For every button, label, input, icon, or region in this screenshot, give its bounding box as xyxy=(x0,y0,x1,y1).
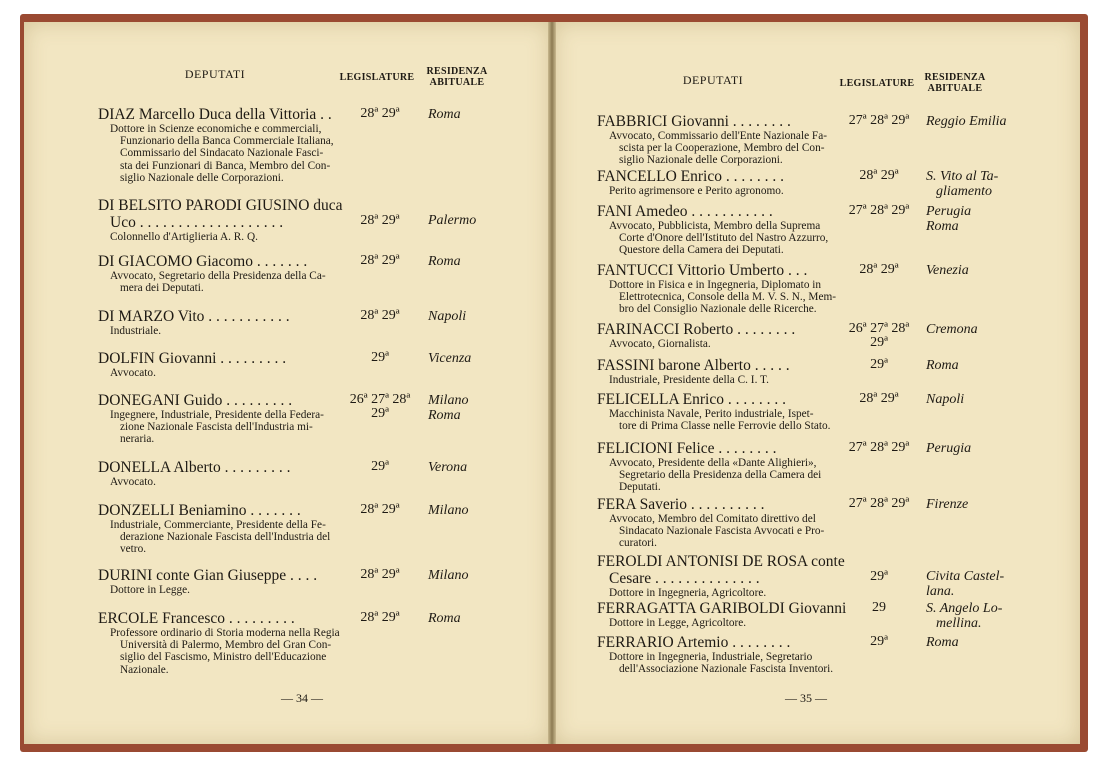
residence-value: Milano xyxy=(428,568,469,583)
description-line: Segretario della Presidenza della Camera dei xyxy=(619,469,822,482)
deputy-description xyxy=(609,374,837,386)
description-line: Avvocato, Giornalista. xyxy=(609,338,711,350)
book-gutter xyxy=(548,22,556,744)
legislature-value: 26ª 27ª 28ª xyxy=(848,321,910,336)
deputy-entry xyxy=(98,350,338,379)
legislature-value: 28ª 29ª xyxy=(360,502,400,517)
description-line: Colonnello d'Artiglieria A. R. Q. xyxy=(110,231,258,243)
deputy-description xyxy=(609,130,837,167)
deputy-description xyxy=(609,457,837,494)
deputy-entry xyxy=(597,634,837,675)
deputy-description xyxy=(609,408,837,432)
residence-value: Napoli xyxy=(428,309,467,324)
residence-value: Perugia xyxy=(926,441,972,456)
deputy-name: DI BELSITO PARODI GIUSINO duca xyxy=(98,197,343,214)
deputy-entry xyxy=(597,113,837,167)
description-line: tore di Prima Classe nelle Ferrovie dello Stato. xyxy=(619,420,831,433)
deputy-entry xyxy=(98,197,343,243)
legislature-value: 28ª 29ª xyxy=(859,168,899,183)
deputy-description xyxy=(110,409,338,446)
residence-value: Milano xyxy=(428,393,469,408)
residence-value: Roma xyxy=(926,358,959,373)
legislature-value: 29ª xyxy=(371,350,389,365)
residence-value-cont: lana. xyxy=(926,584,955,599)
legislature-value: 28ª 29ª xyxy=(360,253,400,268)
legislature-value: 27ª 28ª 29ª xyxy=(848,440,910,455)
description-line: Professore ordinario di Storia moderna nella Regia xyxy=(110,627,340,639)
deputy-entry xyxy=(597,553,845,599)
deputy-description xyxy=(609,513,837,550)
legislature-value: 29ª xyxy=(371,459,389,474)
residence-value: Verona xyxy=(428,460,468,475)
description-line: bro del Consiglio Nazionale delle Ricerche. xyxy=(619,303,817,316)
legislature-value: 28ª 29ª xyxy=(360,213,400,228)
description-line: zione Nazionale Fascista dell'Industria mi- xyxy=(120,421,313,434)
deputy-entry xyxy=(98,502,338,556)
deputy-entry xyxy=(98,106,338,184)
description-line: Funzionario della Banca Commerciale Italiana, xyxy=(120,135,334,148)
deputy-name: DOLFIN Giovanni . . . . . . . . . xyxy=(98,350,287,367)
residence-value: Perugia xyxy=(926,204,972,219)
header-deputati-right: DEPUTATI xyxy=(682,73,744,87)
header-residenza-line2: ABITUALE xyxy=(429,77,485,88)
deputy-description xyxy=(110,123,338,184)
description-line: siglio Nazionale delle Corporazioni. xyxy=(619,154,783,167)
residence-value: Cremona xyxy=(926,322,978,337)
deputy-name: DI MARZO Vito . . . . . . . . . . . xyxy=(98,308,290,325)
deputy-name: DONZELLI Beniamino . . . . . . . xyxy=(98,502,301,519)
deputy-description xyxy=(609,279,837,316)
deputy-name: FABBRICI Giovanni . . . . . . . . xyxy=(597,113,791,130)
legislature-value: 29ª xyxy=(870,634,888,649)
header-residenza-right xyxy=(916,72,994,94)
deputy-name: DONELLA Alberto . . . . . . . . . xyxy=(98,459,291,476)
deputy-name: ERCOLE Francesco . . . . . . . . . xyxy=(98,610,295,627)
description-line: Dottore in Fisica e in Ingegneria, Diplomato in xyxy=(609,279,822,291)
deputy-entry xyxy=(98,308,338,337)
deputy-entry xyxy=(98,253,338,294)
legislature-value: 28ª 29ª xyxy=(859,391,899,406)
residence-value: Milano xyxy=(428,503,469,518)
description-line: Industriale, Commerciante, Presidente della Fe- xyxy=(110,519,326,531)
deputy-name: FANI Amedeo . . . . . . . . . . . xyxy=(597,203,773,220)
legislature-value: 29ª xyxy=(870,569,888,584)
residence-value: Roma xyxy=(428,107,461,122)
deputy-entry xyxy=(597,600,847,629)
description-line: sta dei Funzionari di Banca, Membro del Con- xyxy=(120,159,331,172)
page-number-right: — 35 — xyxy=(785,691,827,705)
deputy-description xyxy=(110,325,338,337)
deputy-name-cont: Uco . . . . . . . . . . . . . . . . . . . xyxy=(110,214,284,231)
residence-value: S. Vito al Ta- xyxy=(926,169,999,184)
description-line: Elettrotecnica, Console della M. V. S. N., Mem- xyxy=(619,291,837,304)
deputy-entry xyxy=(98,392,338,446)
deputy-description xyxy=(609,617,837,629)
description-line: curatori. xyxy=(619,537,657,550)
description-line: Macchinista Navale, Perito industriale, Ispet- xyxy=(609,408,814,420)
description-line: Dottore in Ingegneria, Agricoltore. xyxy=(609,587,767,599)
residence-value: Napoli xyxy=(926,392,965,407)
deputy-description xyxy=(609,651,837,675)
legislature-value-cont: 29ª xyxy=(371,406,389,421)
deputy-entry xyxy=(597,203,837,257)
residence-value: Reggio Emilia xyxy=(926,114,1007,129)
deputy-name: FERA Saverio . . . . . . . . . . xyxy=(597,496,765,513)
residence-value: Roma xyxy=(428,254,461,269)
deputy-entry xyxy=(98,567,338,596)
description-line: Commissario del Sindacato Nazionale Fasci- xyxy=(120,147,324,160)
residence-value: Civita Castel- xyxy=(926,569,1005,584)
residence-value: Roma xyxy=(428,611,461,626)
legislature-value: 28ª 29ª xyxy=(360,106,400,121)
description-line: vetro. xyxy=(120,543,147,556)
description-line: Corte d'Onore dell'Istituto del Nastro Azzurro, xyxy=(619,232,829,245)
deputy-name: FANCELLO Enrico . . . . . . . . xyxy=(597,168,784,185)
deputy-name-cont: Cesare . . . . . . . . . . . . . . xyxy=(609,570,760,587)
deputy-description xyxy=(110,519,338,556)
description-line: Deputati. xyxy=(619,481,661,494)
description-line: Dottore in Scienze economiche e commerciali, xyxy=(110,123,322,135)
description-line: Perito agrimensore e Perito agronomo. xyxy=(609,185,784,197)
deputy-name: FEROLDI ANTONISI DE ROSA conte xyxy=(597,553,845,570)
description-line: Questore della Camera dei Deputati. xyxy=(619,244,784,257)
residence-value-cont: Roma xyxy=(926,219,959,234)
deputy-entry xyxy=(597,321,837,350)
header-residenza-line2: ABITUALE xyxy=(927,83,983,94)
residence-value-cont: gliamento xyxy=(936,184,992,199)
description-line: Avvocato, Commissario dell'Ente Nazionale Fa- xyxy=(609,130,827,142)
residence-value: Firenze xyxy=(926,497,969,512)
description-line: Avvocato. xyxy=(110,367,156,379)
deputy-name: FERRAGATTA GARIBOLDI Giovanni xyxy=(597,600,847,617)
description-line: Dottore in Ingegneria, Industriale, Segretario xyxy=(609,651,813,663)
residence-value: Venezia xyxy=(926,263,969,278)
deputy-description xyxy=(110,270,338,294)
deputy-entry xyxy=(597,440,837,494)
legislature-value: 27ª 28ª 29ª xyxy=(848,113,910,128)
description-line: siglio del Fascismo, Ministro dell'Educazione xyxy=(120,651,327,664)
header-residenza-line1: RESIDENZA xyxy=(924,72,986,83)
deputy-name: DONEGANI Guido . . . . . . . . . xyxy=(98,392,293,409)
header-residenza-left xyxy=(418,66,496,88)
legislature-value: 27ª 28ª 29ª xyxy=(848,496,910,511)
deputy-description xyxy=(110,231,338,243)
deputy-entry xyxy=(98,459,338,488)
header-residenza-line1: RESIDENZA xyxy=(426,66,488,77)
legislature-value: 28ª 29ª xyxy=(859,262,899,277)
deputy-name: FARINACCI Roberto . . . . . . . . xyxy=(597,321,796,338)
deputy-description xyxy=(609,185,837,197)
description-line: Avvocato, Membro del Comitato direttivo del xyxy=(609,513,816,525)
description-line: Università di Palermo, Membro del Gran Con- xyxy=(120,639,332,652)
description-line: scista per la Cooperazione, Membro del Con- xyxy=(619,142,825,155)
deputy-description xyxy=(110,627,338,676)
description-line: Avvocato, Pubblicista, Membro della Suprema xyxy=(609,220,821,232)
deputy-description xyxy=(609,220,837,257)
header-legislature-left: LEGISLATURE xyxy=(339,72,415,83)
deputy-entry xyxy=(597,357,837,386)
deputy-entry xyxy=(98,610,338,676)
legislature-value: 28ª 29ª xyxy=(360,610,400,625)
description-line: Nazionale. xyxy=(120,663,169,676)
residence-value: S. Angelo Lo- xyxy=(926,601,1003,616)
legislature-value: 29ª xyxy=(870,357,888,372)
description-line: neraria. xyxy=(120,433,155,446)
deputy-entry xyxy=(597,168,837,197)
description-line: siglio Nazionale delle Corporazioni. xyxy=(120,171,284,184)
deputy-name: FERRARIO Artemio . . . . . . . . xyxy=(597,634,791,651)
residence-value-cont: mellina. xyxy=(936,616,982,631)
deputy-description xyxy=(110,367,338,379)
deputy-entry xyxy=(597,496,837,550)
deputy-entry xyxy=(597,262,837,316)
description-line: derazione Nazionale Fascista dell'Industria del xyxy=(120,531,331,544)
page-number-left: — 34 — xyxy=(281,691,323,705)
deputy-entry xyxy=(597,391,837,432)
residence-value: Palermo xyxy=(428,213,477,228)
description-line: Avvocato, Segretario della Presidenza della Ca- xyxy=(110,270,326,282)
legislature-value: 26ª 27ª 28ª xyxy=(349,392,411,407)
deputy-name: DIAZ Marcello Duca della Vittoria . . xyxy=(98,106,332,123)
header-legislature-right: LEGISLATURE xyxy=(839,78,915,89)
description-line: Industriale, Presidente della C. I. T. xyxy=(609,374,769,386)
deputy-name: DURINI conte Gian Giuseppe . . . . xyxy=(98,567,318,584)
residence-value: Vicenza xyxy=(428,351,472,366)
description-line: Avvocato, Presidente della «Dante Alighieri», xyxy=(609,457,817,469)
deputy-name: FANTUCCI Vittorio Umberto . . . xyxy=(597,262,808,279)
legislature-value: 28ª 29ª xyxy=(360,567,400,582)
residence-value: Roma xyxy=(926,635,959,650)
description-line: Industriale. xyxy=(110,325,162,337)
description-line: Avvocato. xyxy=(110,476,156,488)
deputy-name: DI GIACOMO Giacomo . . . . . . . xyxy=(98,253,308,270)
description-line: Dottore in Legge, Agricoltore. xyxy=(609,617,747,629)
description-line: Dottore in Legge. xyxy=(110,584,190,596)
residence-value-cont: Roma xyxy=(428,408,461,423)
legislature-value: 27ª 28ª 29ª xyxy=(848,203,910,218)
deputy-name: FELICIONI Felice . . . . . . . . xyxy=(597,440,777,457)
legislature-value: 28ª 29ª xyxy=(360,308,400,323)
deputy-name: FELICELLA Enrico . . . . . . . . xyxy=(597,391,786,408)
legislature-value: 29 xyxy=(872,600,886,615)
description-line: mera dei Deputati. xyxy=(120,282,204,295)
deputy-description xyxy=(110,584,338,596)
deputy-description xyxy=(110,476,338,488)
legislature-value-cont: 29ª xyxy=(870,335,888,350)
description-line: Sindacato Nazionale Fascista Avvocati e Pro- xyxy=(619,525,825,538)
description-line: dell'Associazione Nazionale Fascista Inventori. xyxy=(619,663,834,676)
deputy-name: FASSINI barone Alberto . . . . . xyxy=(597,357,790,374)
deputy-description xyxy=(609,338,837,350)
deputy-description xyxy=(609,587,837,599)
header-deputati-left: DEPUTATI xyxy=(184,67,246,81)
description-line: Ingegnere, Industriale, Presidente della Federa- xyxy=(110,409,324,421)
